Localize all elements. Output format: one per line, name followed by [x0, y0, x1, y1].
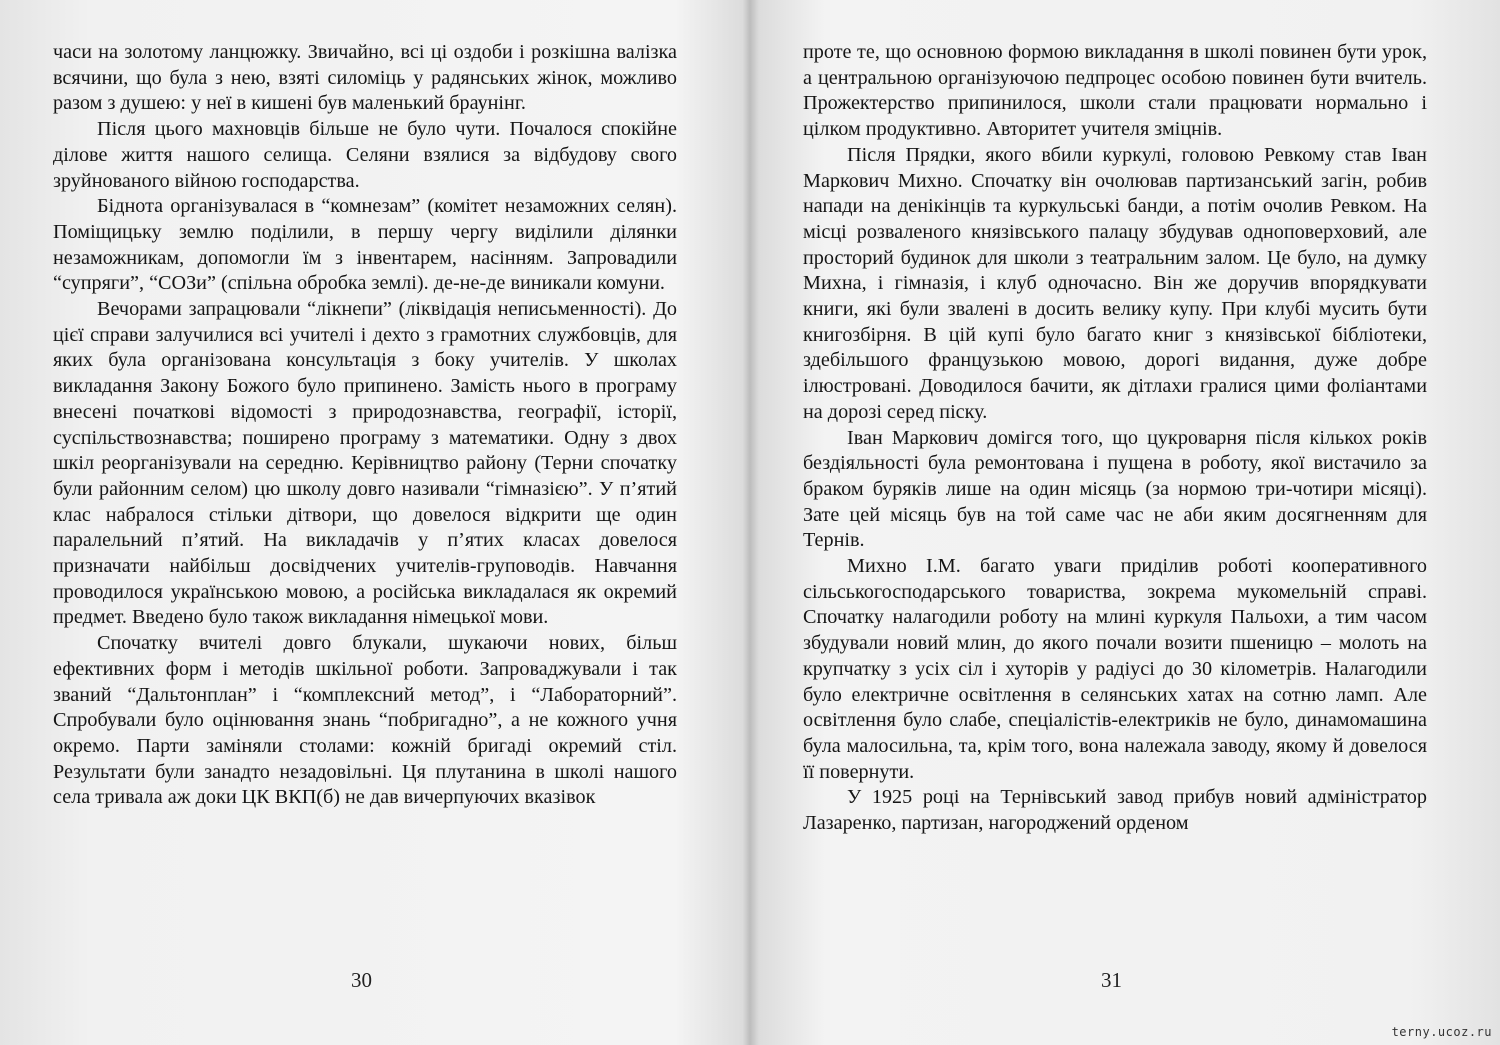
site-watermark: terny.ucoz.ru — [1391, 1025, 1492, 1039]
paragraph: У 1925 році на Тернівський завод прибув новий адміністратор Лазаренко, партизан, нагороджений орденом — [803, 786, 1427, 835]
paragraph: Спочатку вчителі довго блукали, шукаючи нових, більш ефективних форм і методів шкільної роботи. Запроваджували і так званий “Дальтонплан” і “комплексний метод”, і “Лабораторний”. Спробували було оцінювання знань “побригадно”, а не кожного учня окремо. Парти заміняли столами: кожній бригаді окремий стіл. Результати були занадто незадовільні. Ця плутанина в школі нашого села тривала аж доки ЦК ВКП(б) не дав вичерпуючих вказівок — [53, 632, 677, 809]
paragraph: Михно І.М. багато уваги приділив роботі кооперативного сільськогосподарського товариства, зокрема мукомельній справі. Спочатку налагодили роботу на млині куркуля Пальохи, а тим часом збудували новий млин, до якого почали возити пшеницю – молоть на крупчатку з усіх сіл і хуторів у радіусі до 30 кілометрів. Налагодили було електричне освітлення в селянських хатах на сотню ламп. Але освітлення було слабе, спеціалістів-електриків не було, динамомашина була малосильна, та, крім того, вона належала заводу, якому й довелося її повернути. — [803, 555, 1427, 783]
paragraph: Біднота організувалася в “комнезам” (комітет незаможних селян). Поміщицьку землю поділили, в першу чергу виділили ділянки незаможникам, допомогли їм з інвентарем, насінням. Запровадили “супряги”, “СОЗи” (спільна обробка землі). де-не-де виникали комуни. — [53, 195, 677, 295]
paragraph: часи на золотому ланцюжку. Звичайно, всі ці оздоби і розкішна валізка всячини, що була з нею, взяті силоміць у радянських жінок, можливо разом з душею: у неї в кишені був маленький браунінг. — [53, 41, 677, 115]
page-number-left: 30 — [351, 968, 372, 992]
paragraph: Після Прядки, якого вбили куркулі, головою Ревкому став Іван Маркович Михно. Спочатку він очолював партизанський загін, робив напади на денікінців та куркульські банди, а потім очолив Ревком. На місці розваленого князівського палацу збудував одноповерховий, але просторий будинок для школи з театральним залом. Це було, на думку Михна, і гімназія, і клуб одночасно. Він же доручив впорядкувати книги, які були звалені в досить велику купу. При клубі мусить бути книгозбірня. В цій купі було багато книг з князівської бібліотеки, здебільшого французькою мовою, дорогі видання, дуже добре ілюстровані. Доводилося бачити, як дітлахи гралися цими фоліантами на дорозі серед піску. — [803, 143, 1427, 423]
page-number-right: 31 — [1101, 968, 1122, 992]
paragraph: проте те, що основною формою викладання в школі повинен бути урок, а центральною організуючою педпроцес особою повинен бути вчитель. Прожектерство припинилося, школи стали працювати нормально і цілком продуктивно. Авторитет учителя зміцнів. — [803, 41, 1427, 141]
paragraph: Після цього махновців більше не було чути. Почалося спокійне ділове життя нашого селища. Селяни взялися за відбудову свого зруйнованого війною господарства. — [53, 118, 677, 192]
right-page — [803, 40, 1427, 837]
paragraph: Іван Маркович домігся того, що цукроварня після кількох років бездіяльності була ремонтована і пущена в роботу, якої вистачило за браком буряків лише на один місяць (за нормою три-чотири місяці). Зате цей місяць був на той саме час не аби яким досягненням для Тернів. — [803, 426, 1427, 552]
paragraph: Вечорами запрацювали “лікнепи” (ліквідація неписьменності). До цієї справи залучилися всі учителі і дехто з грамотних службовців, для яких була організована консультація з боку учителів. У школах викладання Закону Божого було припинено. Замість нього в програму внесені початкові відомості з природознавства, географії, історії, суспільствознавства; поширено програму з математики. Одну з двох шкіл реорганізували на середню. Керівництво району (Терни спочатку були районним селом) цю школу довго називали “гімназією”. У п’ятий клас набралося стільки дітвори, що довелося відкрити ще один паралельний п’ятий. На викладачів у п’ятих класах довелося призначати найбільш досвідчених учителів-груповодів. Навчання проводилося українською мовою, а російська викладалася як окремий предмет. Введено було також викладання німецької мови. — [53, 298, 677, 629]
left-page — [53, 40, 677, 811]
